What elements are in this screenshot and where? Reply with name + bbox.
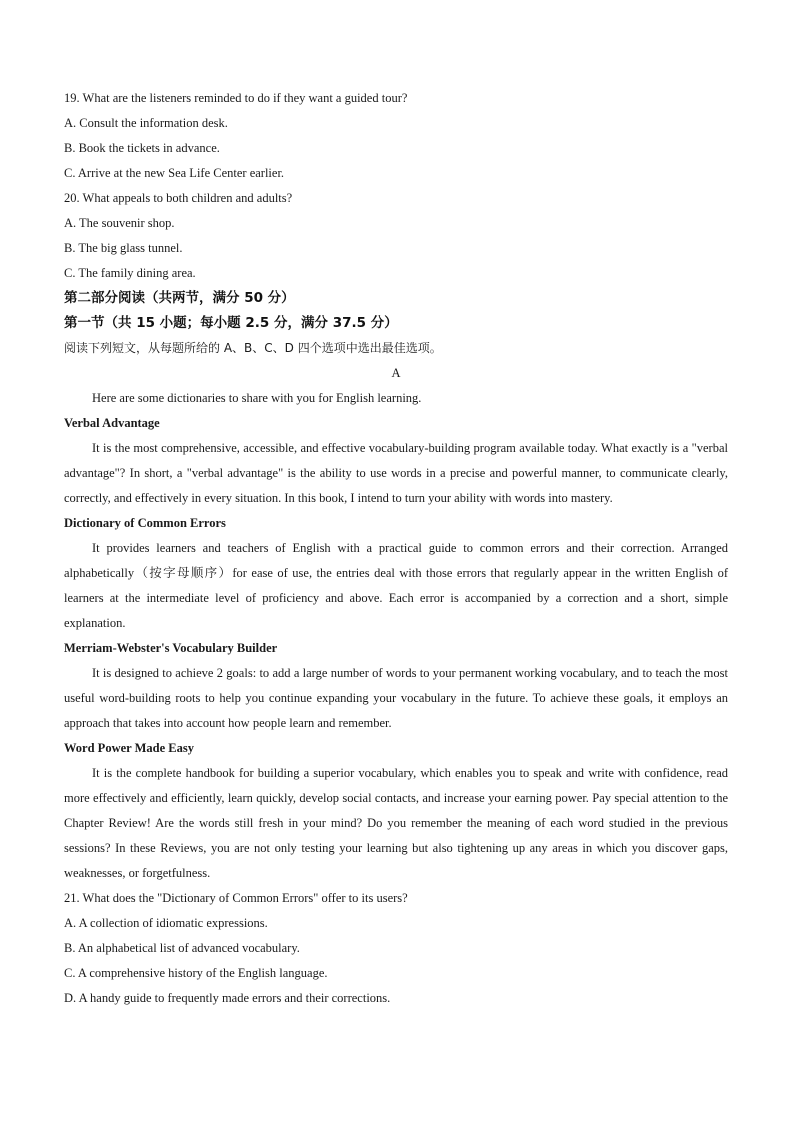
book-title-dictionary-of-common-errors: Dictionary of Common Errors bbox=[64, 516, 226, 530]
question-21-stem: 21. What does the "Dictionary of Common Errors" offer to its users? bbox=[64, 891, 408, 905]
question-21-option-b: B. An alphabetical list of advanced vocabulary. bbox=[64, 941, 300, 955]
question-20-option-a: A. The souvenir shop. bbox=[64, 216, 175, 230]
question-20-stem: 20. What appeals to both children and adults? bbox=[64, 191, 293, 205]
question-19-option-a: A. Consult the information desk. bbox=[64, 116, 228, 130]
question-19-stem: 19. What are the listeners reminded to do if they want a guided tour? bbox=[64, 91, 408, 105]
passage-label: A bbox=[391, 366, 401, 380]
question-19-option-c: C. Arrive at the new Sea Life Center earlier. bbox=[64, 166, 285, 180]
book-description-vocabulary-builder: It is designed to achieve 2 goals: to add a large number of words to your permanent working vocabulary, and to teach the most useful word-building roots to help you continue expanding your vocabulary in the future. To achieve these goals, it employs an approach that takes into account how people learn and remember. bbox=[64, 666, 728, 730]
question-21-option-c: C. A comprehensive history of the English language. bbox=[64, 966, 328, 980]
question-21-option-d: D. A handy guide to frequently made errors and their corrections. bbox=[64, 991, 391, 1005]
book-title-word-power-made-easy: Word Power Made Easy bbox=[64, 741, 194, 755]
book-description-word-power-made-easy: It is the complete handbook for building a superior vocabulary, which enables you to speak and write with confidence, read more effectively and efficiently, learn quickly, develop social contacts, and increase your earning power. Pay special attention to the Chapter Review! Are the words still fresh in your mind? Do you remember the meaning of each word studied in the previous sessions? In these Reviews, you are not only testing your learning but also tightening up any areas in which you discover gaps, weaknesses, or forgetfulness. bbox=[64, 766, 728, 880]
book-description-dictionary-of-common-errors: It provides learners and teachers of English with a practical guide to common errors and their correction. Arranged alphabetically（按字母顺序）for ease of use, the entries deal with those errors that regularly appear in the written English of learners at the intermediate level of proficiency and above. Each error is accompanied by a correction and a short, simple explanation. bbox=[64, 541, 728, 630]
book-title-vocabulary-builder: Merriam-Webster's Vocabulary Builder bbox=[64, 641, 278, 655]
section-one-heading: 第一节（共 15 小题；每小题 2.5 分，满分 37.5 分） bbox=[64, 315, 398, 331]
exam-page bbox=[64, 86, 728, 1011]
book-title-verbal-advantage: Verbal Advantage bbox=[64, 416, 160, 430]
question-20-option-c: C. The family dining area. bbox=[64, 266, 196, 280]
book-description-verbal-advantage: It is the most comprehensive, accessible, and effective vocabulary-building program available today. What exactly is a "verbal advantage"? In short, a "verbal advantage" is the ability to use words in a precise and powerful manner, to communicate clearly, correctly, and effectively in every situation. In this book, I intend to turn your ability with words into mastery. bbox=[64, 441, 728, 505]
question-19-option-b: B. Book the tickets in advance. bbox=[64, 141, 220, 155]
reading-instruction: 阅读下列短文，从每题所给的 A、B、C、D 四个选项中选出最佳选项。 bbox=[64, 341, 442, 355]
question-20-option-b: B. The big glass tunnel. bbox=[64, 241, 183, 255]
question-21-option-a: A. A collection of idiomatic expressions. bbox=[64, 916, 268, 930]
part-two-heading: 第二部分阅读（共两节，满分 50 分） bbox=[64, 290, 295, 306]
passage-intro: Here are some dictionaries to share with you for English learning. bbox=[92, 391, 422, 405]
